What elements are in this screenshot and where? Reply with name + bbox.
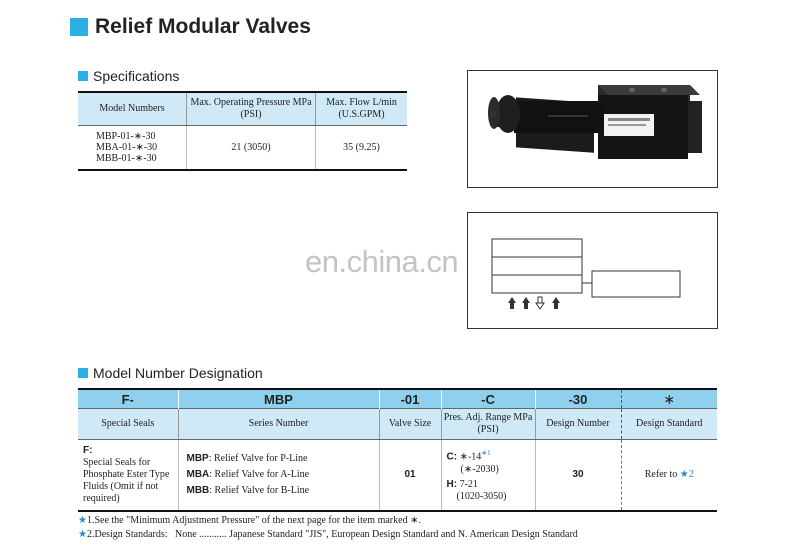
code-design-number: -30 — [535, 389, 621, 409]
specifications-table — [78, 91, 407, 171]
seals-cell — [78, 440, 178, 512]
code-series: MBP — [178, 389, 379, 409]
code-standard: ∗ — [621, 389, 717, 409]
label-design-number: Design Number — [535, 409, 621, 440]
size-value: 01 — [379, 440, 441, 512]
label-pressure-range: Pres. Adj. Range MPa (PSI) — [441, 409, 535, 440]
range-item: C: $∗-14^{∗1}$ — [446, 449, 491, 463]
label-series-number: Series Number — [178, 409, 379, 440]
code-size: -01 — [379, 389, 441, 409]
valve-photo — [467, 70, 718, 188]
range-psi: (∗-2030) — [460, 463, 499, 475]
series-cell — [178, 440, 379, 512]
relief-valve-image — [468, 71, 717, 187]
designation-heading: Model Number Designation — [93, 365, 263, 381]
code-seals: F- — [78, 389, 178, 409]
range-psi: (1020-3050) — [456, 490, 507, 502]
circuit-symbol-image — [468, 213, 717, 328]
section-marker — [78, 368, 88, 378]
footnote-2: ★2.Design Standards: None ........... Japanese Standard "JIS", European Design Standard and N. American Design Standard — [78, 529, 578, 540]
specifications-heading: Specifications — [93, 68, 180, 84]
header-max-pressure: Max. Operating Pressure MPa (PSI) — [187, 92, 316, 126]
seals-desc: Special Seals for Phosphate Ester Type Fluids (Omit if not required) — [83, 457, 170, 504]
model-numbers-cell — [78, 126, 187, 171]
series-item: MBB: Relief Valve for B-Line — [186, 485, 310, 496]
section-marker — [78, 71, 88, 81]
label-special-seals: Special Seals — [78, 409, 178, 440]
range-item: H: 7-21 — [446, 478, 478, 490]
label-valve-size: Valve Size — [379, 409, 441, 440]
label-design-standard: Design Standard — [621, 409, 717, 440]
range-cell — [441, 440, 535, 512]
model-number: MBP-01-∗-30 — [96, 131, 156, 142]
hydraulic-symbol — [467, 212, 718, 329]
watermark: en.china.cn — [305, 244, 459, 279]
footnote-1: ★1.See the "Minimum Adjustment Pressure" of the next page for the item marked ∗. — [78, 515, 421, 526]
title-marker — [70, 18, 88, 36]
header-max-flow: Max. Flow L/min (U.S.GPM) — [316, 92, 408, 126]
series-item: MBP: Relief Valve for P-Line — [186, 453, 308, 464]
model-number: MBA-01-∗-30 — [96, 142, 158, 153]
header-model-numbers: Model Numbers — [78, 92, 187, 126]
page-title: Relief Modular Valves — [95, 15, 311, 38]
pressure-value: 21 (3050) — [187, 126, 316, 171]
series-item: MBA: Relief Valve for A-Line — [186, 469, 310, 480]
code-range: -C — [441, 389, 535, 409]
seals-code: F: — [83, 445, 93, 456]
model-designation-table — [78, 388, 717, 512]
flow-value: 35 (9.25) — [316, 126, 408, 171]
standard-cell: Refer to ★2 — [621, 440, 717, 512]
design-number-value: 30 — [535, 440, 621, 512]
model-number: MBB-01-∗-30 — [96, 153, 157, 164]
